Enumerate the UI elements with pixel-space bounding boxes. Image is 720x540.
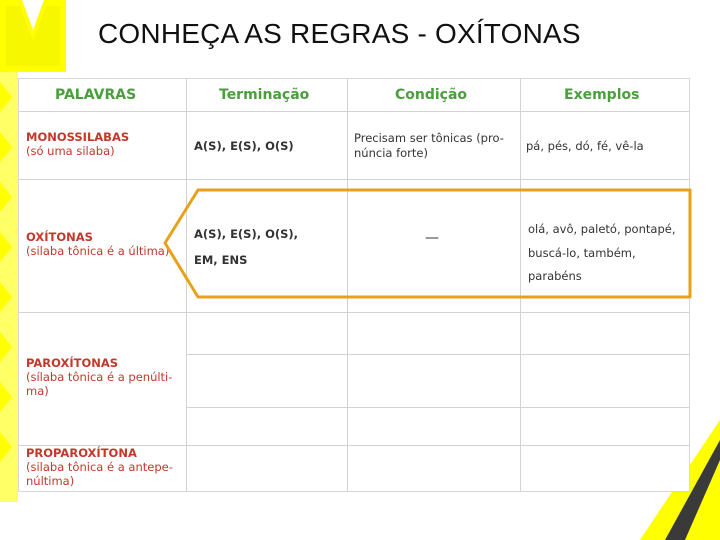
column-divider [186, 79, 187, 491]
table-row [26, 130, 129, 158]
examples-text: buscá-lo, também, [528, 246, 636, 260]
row-divider [19, 179, 689, 180]
word-type-note: núltima) [26, 474, 75, 488]
rules-table [18, 78, 690, 492]
word-type-label: PAROXÍTONAS [26, 356, 119, 370]
left-arrow-strip-decoration [0, 72, 18, 502]
header-condicao: Condição [395, 87, 468, 103]
examples-text: parabéns [528, 269, 582, 283]
word-type-label: OXÍTONAS [26, 230, 93, 244]
word-type-label: PROPAROXÍTONA [26, 446, 137, 460]
row-divider [186, 407, 689, 408]
examples-text: olá, avô, paletó, pontapé, [528, 222, 676, 236]
column-divider [347, 79, 348, 491]
table-row [26, 356, 172, 398]
word-type-note: (silaba tônica é a antepe- [26, 460, 173, 474]
word-type-note: ma) [26, 384, 49, 398]
table-row [26, 230, 169, 258]
row-divider [19, 111, 689, 112]
word-type-note: (sílaba tônica é a penúlti- [26, 370, 173, 384]
column-divider [520, 79, 521, 491]
termination-text: A(S), E(S), O(S) [194, 139, 294, 153]
yellow-chevron-decoration [0, 0, 66, 72]
page-title: CONHEÇA AS REGRAS - OXÍTONAS [98, 18, 581, 49]
header-terminacao: Terminação [219, 87, 310, 103]
word-type-note: (só uma silaba) [26, 144, 115, 158]
termination-text: EM, ENS [194, 253, 248, 267]
condition-text: Precisam ser tônicas (pro- [354, 131, 504, 145]
header-palavras: PALAVRAS [55, 87, 137, 103]
condition-text: — [425, 230, 439, 246]
word-type-note: (silaba tônica é a última) [26, 244, 170, 258]
table-row [26, 446, 173, 488]
condition-text: núncia forte) [354, 146, 428, 160]
header-exemplos: Exemplos [564, 87, 640, 103]
word-type-label: MONOSSILABAS [26, 130, 130, 144]
row-divider [19, 312, 689, 313]
row-divider [186, 354, 689, 355]
examples-text: pá, pés, dó, fé, vê-la [526, 139, 644, 153]
termination-text: A(S), E(S), O(S), [194, 227, 299, 241]
